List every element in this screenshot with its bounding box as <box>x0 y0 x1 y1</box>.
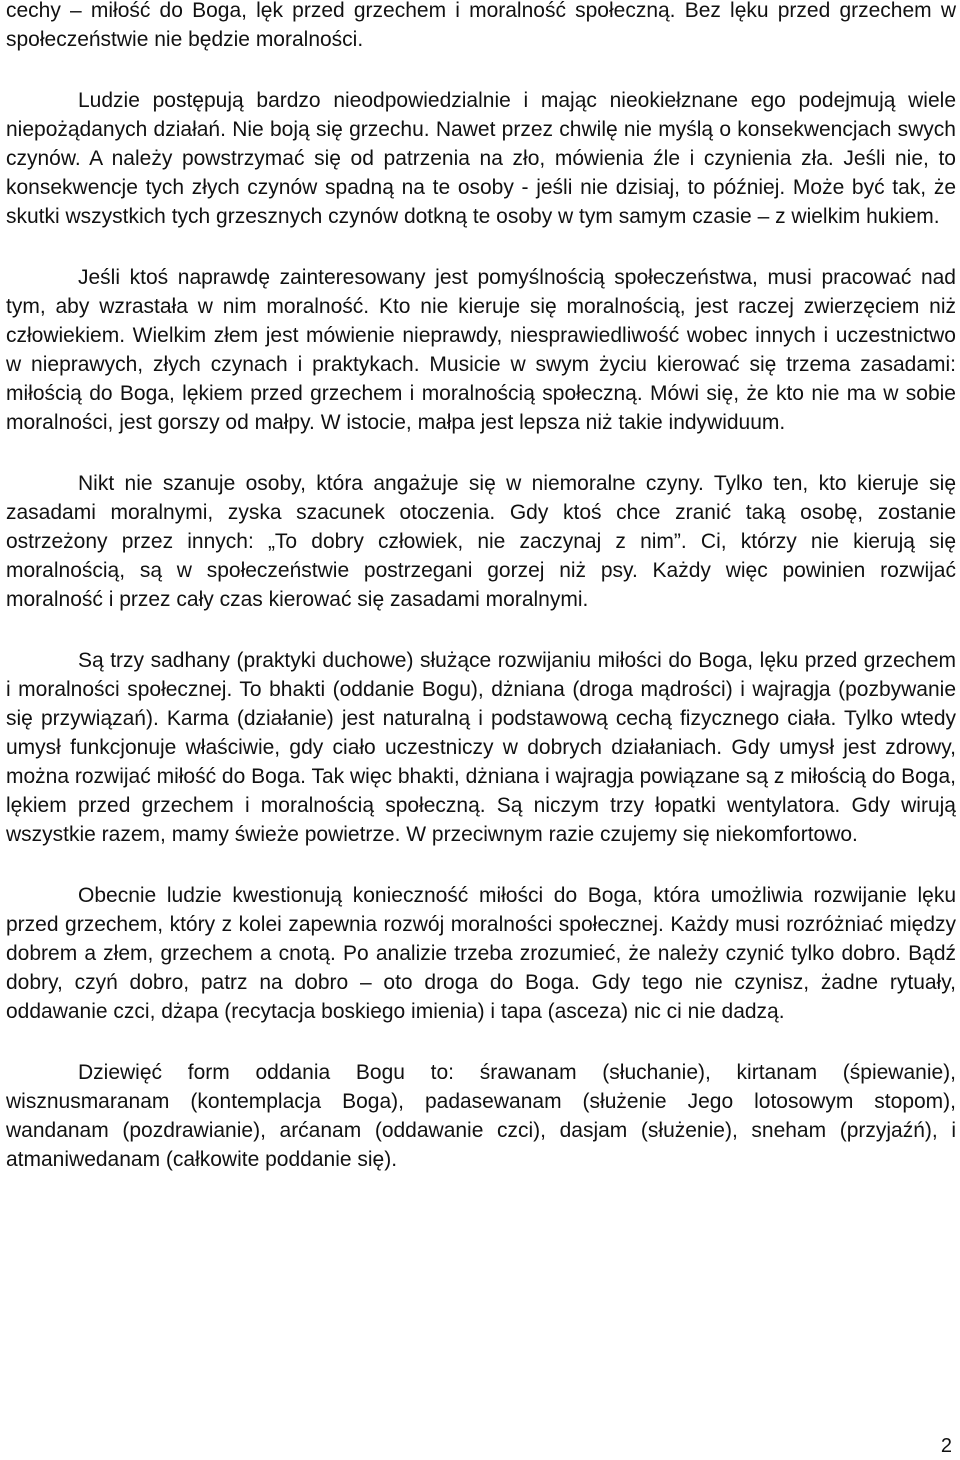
document-body <box>6 0 956 1206</box>
paragraph-7: Dziewięć form oddania Bogu to: śrawanam (słuchanie), kirtanam (śpiewanie), wisznusmaranam (kontemplacja Boga), padasewanam (służenie Jego lotosowym stopom), wandanam (pozdrawianie), arćanam (oddawanie czci), dasjam (służenie), sneham (przyjaźń), i atmaniwedanam (całkowite poddanie się). <box>6 1061 956 1171</box>
paragraph-4: Nikt nie szanuje osoby, która angażuje się w niemoralne czyny. Tylko ten, kto kieruje się zasadami moralnymi, zyska szacunek otoczenia. Gdy ktoś chce zranić taką osobę, zostanie ostrzeżony przez innych: „To dobry człowiek, nie zaczynaj z nim”. Ci, którzy nie kierują się moralnością, są w społeczeństwie postrzegani gorzej niż psy. Każdy więc powinien rozwijać moralność i przez cały czas kierować się zasadami moralnymi. <box>6 472 956 611</box>
page-number: 2 <box>940 1435 952 1457</box>
paragraph-2: Ludzie postępują bardzo nieodpowiedzialnie i mając nieokiełznane ego podejmują wiele niepożądanych działań. Nie boją się grzechu. Nawet przez chwilę nie myślą o konsekwencjach swych czynów. A należy powstrzymać się od patrzenia na zło, mówienia źle i czynienia zła. Jeśli nie, to konsekwencje tych złych czynów spadną na te osoby - jeśli nie dzisiaj, to później. Może być tak, że skutki wszystkich tych grzesznych czynów dotkną te osoby w tym samym czasie – z wielkim hukiem. <box>6 89 956 228</box>
paragraph-6: Obecnie ludzie kwestionują konieczność miłości do Boga, która umożliwia rozwijanie lęku przed grzechem, który z kolei zapewnia rozwój moralności społecznej. Każdy musi rozróżniać między dobrem a złem, grzechem a cnotą. Po analizie trzeba zrozumieć, że należy czynić tylko dobro. Bądź dobry, czyń dobro, patrz na dobro – oto droga do Boga. Gdy tego nie czynisz, żadne rytuały, oddawanie czci, dżapa (recytacja boskiego imienia) i tapa (asceza) nic ci nie dadzą. <box>6 884 956 1023</box>
paragraph-5: Są trzy sadhany (praktyki duchowe) służące rozwijaniu miłości do Boga, lęku przed grzechem i moralności społecznej. To bhakti (oddanie Bogu), dżniana (droga mądrości) i wajragja (pozbywanie się przywiązań). Karma (działanie) jest naturalną i podstawową cechą fizycznego ciała. Tylko wtedy umysł funkcjonuje właściwie, gdy ciało uczestniczy w dobrych działaniach. Gdy umysł jest zdrowy, można rozwijać miłość do Boga. Tak więc bhakti, dżniana i wajragja powiązane są z miłością do Boga, lękiem przed grzechem i moralnością społeczną. Są niczym trzy łopatki wentylatora. Gdy wirują wszystkie razem, mamy świeże powietrze. W przeciwnym razie czujemy się niekomfortowo. <box>6 649 956 846</box>
paragraph-1: cechy – miłość do Boga, lęk przed grzechem i moralność społeczną. Bez lęku przed grzechem w społeczeństwie nie będzie moralności. <box>6 0 956 51</box>
paragraph-3: Jeśli ktoś naprawdę zainteresowany jest pomyślnością społeczeństwa, musi pracować nad tym, aby wzrastała w nim moralność. Kto nie kieruje się moralnością, jest raczej zwierzęciem niż człowiekiem. Wielkim złem jest mówienie nieprawdy, niesprawiedliwość wobec innych i uczestnictwo w nieprawych, złych czynach i praktykach. Musicie w swym życiu kierować się trzema zasadami: miłością do Boga, lękiem przed grzechem i moralnością społeczną. Mówi się, że kto nie ma w sobie moralności, jest gorszy od małpy. W istocie, małpa jest lepsza niż takie indywiduum. <box>6 266 956 434</box>
